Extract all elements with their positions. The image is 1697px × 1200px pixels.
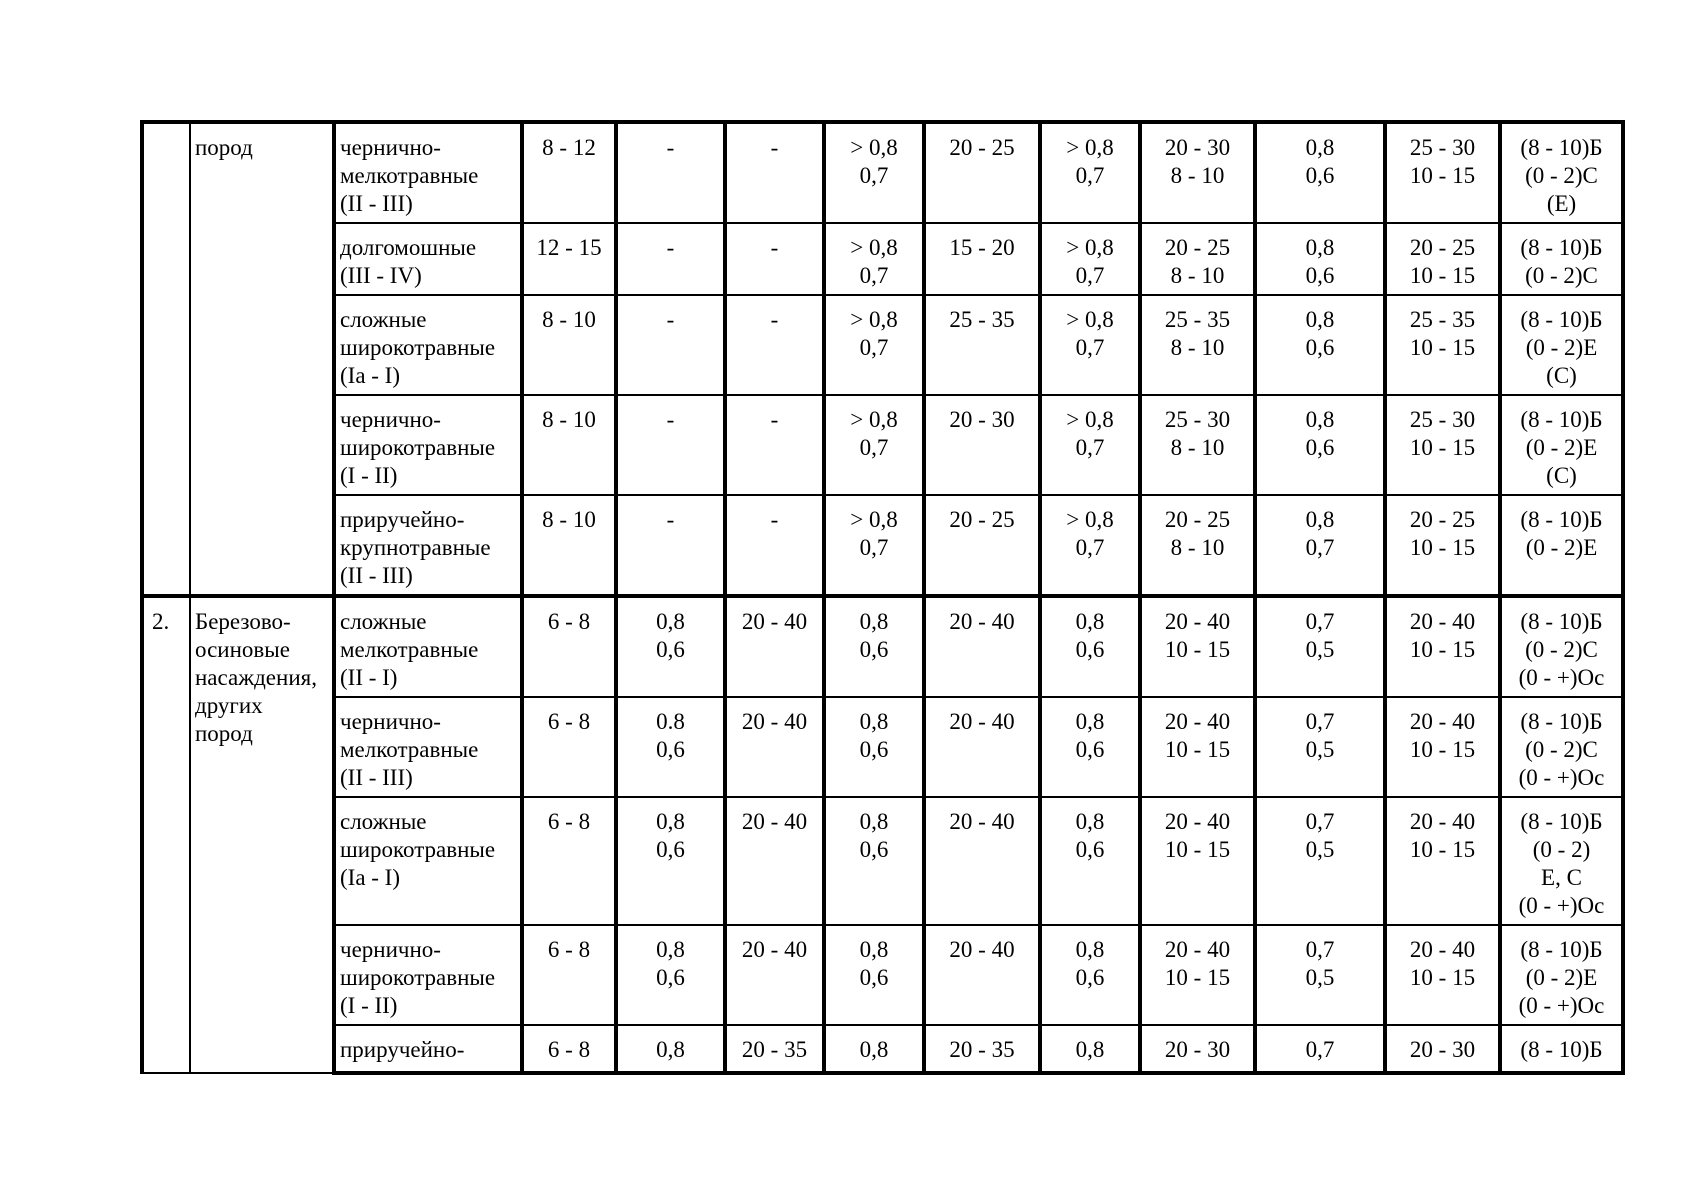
value-cell: 6 - 8 xyxy=(522,697,616,797)
forest-type-cell: приручейно- xyxy=(334,1025,522,1073)
value-cell: 20 - 30 8 - 10 xyxy=(1140,122,1255,223)
value-cell: 20 - 40 10 - 15 xyxy=(1140,697,1255,797)
value-cell: > 0,8 0,7 xyxy=(1040,122,1140,223)
value-cell: 0,8 xyxy=(616,1025,725,1073)
value-cell: 20 - 40 10 - 15 xyxy=(1140,596,1255,697)
value-cell: > 0,8 0,7 xyxy=(1040,295,1140,395)
forest-type-cell: чернично- широкотравные (I - II) xyxy=(334,395,522,495)
value-cell: - xyxy=(616,295,725,395)
forest-type-cell: долгомошные (III - IV) xyxy=(334,223,522,295)
value-cell: 6 - 8 xyxy=(522,596,616,697)
value-cell: 20 - 25 xyxy=(924,495,1040,596)
value-cell: 20 - 40 xyxy=(725,697,824,797)
value-cell: 0,8 0,6 xyxy=(616,797,725,925)
value-cell: (8 - 10)Б (0 - 2)Е (С) xyxy=(1500,395,1623,495)
value-cell: 0.8 0,6 xyxy=(616,697,725,797)
value-cell: > 0,8 0,7 xyxy=(824,295,924,395)
value-cell: 0,8 0,6 xyxy=(824,596,924,697)
table-row xyxy=(142,797,1623,925)
value-cell: 20 - 35 xyxy=(924,1025,1040,1073)
value-cell: > 0,8 0,7 xyxy=(824,223,924,295)
value-cell: > 0,8 0,7 xyxy=(824,395,924,495)
table-row xyxy=(142,122,1623,223)
value-cell: 8 - 12 xyxy=(522,122,616,223)
forest-type-cell: чернично- широкотравные (I - II) xyxy=(334,925,522,1025)
value-cell: (8 - 10)Б (0 - 2) Е, С (0 - +)Ос xyxy=(1500,797,1623,925)
value-cell: 0,8 xyxy=(824,1025,924,1073)
value-cell: 0,8 0,6 xyxy=(824,925,924,1025)
value-cell: 6 - 8 xyxy=(522,1025,616,1073)
table-row xyxy=(142,223,1623,295)
group-number-cell: 2. xyxy=(142,596,190,1073)
value-cell: 20 - 40 xyxy=(924,697,1040,797)
value-cell: 0,8 0,6 xyxy=(1040,697,1140,797)
value-cell: (8 - 10)Б (0 - 2)С xyxy=(1500,223,1623,295)
value-cell: 0,8 0,6 xyxy=(616,596,725,697)
forest-type-cell: чернично- мелкотравные (II - III) xyxy=(334,122,522,223)
value-cell: 0,8 0,6 xyxy=(1040,797,1140,925)
value-cell: 25 - 35 8 - 10 xyxy=(1140,295,1255,395)
value-cell: > 0,8 0,7 xyxy=(1040,395,1140,495)
value-cell: 0,7 xyxy=(1255,1025,1385,1073)
value-cell: 0,8 xyxy=(1040,1025,1140,1073)
value-cell: 20 - 40 xyxy=(725,596,824,697)
value-cell: 0,7 0,5 xyxy=(1255,925,1385,1025)
value-cell: 20 - 25 8 - 10 xyxy=(1140,223,1255,295)
value-cell: 0,8 0,6 xyxy=(1255,122,1385,223)
value-cell: (8 - 10)Б (0 - 2)С (0 - +)Ос xyxy=(1500,697,1623,797)
table-row xyxy=(142,1025,1623,1073)
value-cell: 0,8 0,6 xyxy=(1255,395,1385,495)
value-cell: (8 - 10)Б (0 - 2)С (Е) xyxy=(1500,122,1623,223)
value-cell: - xyxy=(725,495,824,596)
value-cell: 0,8 0,7 xyxy=(1255,495,1385,596)
value-cell: 0,8 0,6 xyxy=(1040,596,1140,697)
value-cell: 25 - 30 8 - 10 xyxy=(1140,395,1255,495)
value-cell: 20 - 25 10 - 15 xyxy=(1385,495,1500,596)
value-cell: 0,7 0,5 xyxy=(1255,797,1385,925)
table-row xyxy=(142,697,1623,797)
value-cell: 20 - 25 10 - 15 xyxy=(1385,223,1500,295)
value-cell: 12 - 15 xyxy=(522,223,616,295)
value-cell: 25 - 30 10 - 15 xyxy=(1385,395,1500,495)
value-cell: (8 - 10)Б (0 - 2)Е (С) xyxy=(1500,295,1623,395)
forest-norms-table xyxy=(140,120,1625,1075)
value-cell: 0,8 0,6 xyxy=(1255,295,1385,395)
value-cell: > 0,8 0,7 xyxy=(1040,495,1140,596)
value-cell: 8 - 10 xyxy=(522,395,616,495)
value-cell: 20 - 40 xyxy=(924,596,1040,697)
value-cell: 20 - 40 10 - 15 xyxy=(1385,925,1500,1025)
value-cell: 20 - 40 10 - 15 xyxy=(1385,697,1500,797)
value-cell: 20 - 30 xyxy=(1140,1025,1255,1073)
forest-type-cell: сложные широкотравные (Ia - I) xyxy=(334,295,522,395)
value-cell: 25 - 35 10 - 15 xyxy=(1385,295,1500,395)
value-cell: 0,8 0,6 xyxy=(824,797,924,925)
table-row xyxy=(142,395,1623,495)
value-cell: - xyxy=(725,122,824,223)
value-cell: (8 - 10)Б xyxy=(1500,1025,1623,1073)
value-cell: - xyxy=(725,223,824,295)
table-row xyxy=(142,495,1623,596)
value-cell: 20 - 25 8 - 10 xyxy=(1140,495,1255,596)
value-cell: - xyxy=(616,395,725,495)
value-cell: 0,8 0,6 xyxy=(1255,223,1385,295)
forest-type-cell: чернично- мелкотравные (II - III) xyxy=(334,697,522,797)
value-cell: 20 - 40 xyxy=(924,797,1040,925)
value-cell: (8 - 10)Б (0 - 2)Е xyxy=(1500,495,1623,596)
value-cell: - xyxy=(616,223,725,295)
value-cell: - xyxy=(725,395,824,495)
value-cell: 25 - 35 xyxy=(924,295,1040,395)
value-cell: 20 - 30 xyxy=(1385,1025,1500,1073)
value-cell: (8 - 10)Б (0 - 2)С (0 - +)Ос xyxy=(1500,596,1623,697)
value-cell: 25 - 30 10 - 15 xyxy=(1385,122,1500,223)
value-cell: 6 - 8 xyxy=(522,925,616,1025)
value-cell: 20 - 35 xyxy=(725,1025,824,1073)
stand-name-cell: пород xyxy=(190,122,334,596)
table-row xyxy=(142,596,1623,697)
value-cell: 20 - 40 xyxy=(924,925,1040,1025)
stand-name-cell: Березово- осиновые насаждения, других пород xyxy=(190,596,334,1073)
value-cell: 20 - 40 10 - 15 xyxy=(1140,925,1255,1025)
value-cell: - xyxy=(616,495,725,596)
table-row xyxy=(142,925,1623,1025)
value-cell: > 0,8 0,7 xyxy=(824,122,924,223)
value-cell: (8 - 10)Б (0 - 2)Е (0 - +)Ос xyxy=(1500,925,1623,1025)
value-cell: - xyxy=(725,295,824,395)
value-cell: 20 - 40 10 - 15 xyxy=(1385,596,1500,697)
value-cell: 20 - 25 xyxy=(924,122,1040,223)
forest-type-cell: приручейно- крупнотравные (II - III) xyxy=(334,495,522,596)
value-cell: > 0,8 0,7 xyxy=(824,495,924,596)
value-cell: 6 - 8 xyxy=(522,797,616,925)
value-cell: 0,8 0,6 xyxy=(1040,925,1140,1025)
value-cell: 0,7 0,5 xyxy=(1255,596,1385,697)
value-cell: 20 - 40 10 - 15 xyxy=(1140,797,1255,925)
value-cell: - xyxy=(616,122,725,223)
value-cell: 8 - 10 xyxy=(522,295,616,395)
table-body xyxy=(142,122,1623,1073)
value-cell: 20 - 40 10 - 15 xyxy=(1385,797,1500,925)
forest-type-cell: сложные мелкотравные (II - I) xyxy=(334,596,522,697)
table-row xyxy=(142,295,1623,395)
forest-type-cell: сложные широкотравные (Ia - I) xyxy=(334,797,522,925)
value-cell: 0,8 0,6 xyxy=(824,697,924,797)
value-cell: 20 - 40 xyxy=(725,925,824,1025)
value-cell: 20 - 30 xyxy=(924,395,1040,495)
value-cell: 15 - 20 xyxy=(924,223,1040,295)
group-number-cell xyxy=(142,122,190,596)
value-cell: 20 - 40 xyxy=(725,797,824,925)
value-cell: 8 - 10 xyxy=(522,495,616,596)
value-cell: 0,7 0,5 xyxy=(1255,697,1385,797)
value-cell: > 0,8 0,7 xyxy=(1040,223,1140,295)
value-cell: 0,8 0,6 xyxy=(616,925,725,1025)
